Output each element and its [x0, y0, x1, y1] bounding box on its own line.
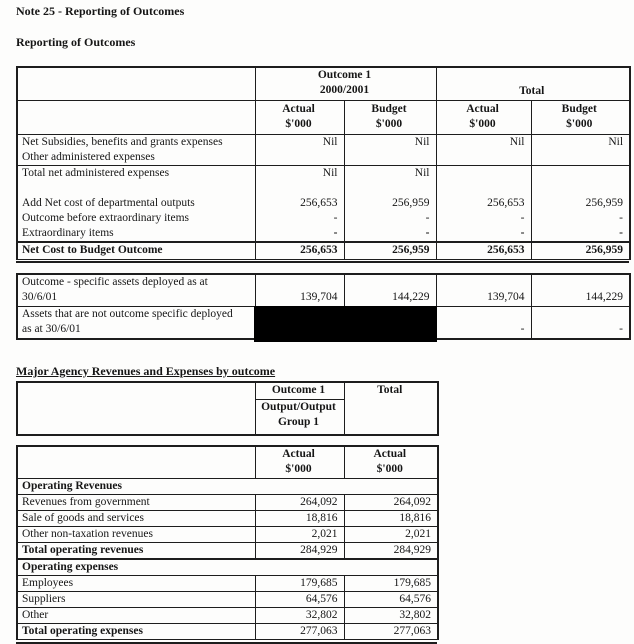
agency-table-wrapper: [16, 445, 437, 644]
empty-header-cell: [17, 446, 255, 479]
cell-value: -: [344, 211, 436, 226]
row-label: Suppliers: [17, 592, 255, 608]
table-row: [17, 196, 630, 211]
cell-value: -: [436, 306, 531, 339]
row-label: Outcome - specific assets deployed as at 30/6/01: [17, 274, 255, 307]
outcomes-table-wrapper: [16, 66, 629, 263]
table-row: [17, 511, 438, 527]
outcomes-group-header-row: [17, 67, 630, 100]
row-label: Other administered expenses: [17, 150, 255, 166]
cell-value: 256,653: [436, 242, 531, 259]
cell-value: 264,092: [344, 495, 438, 511]
outcome1-label: Outcome 1: [318, 69, 371, 81]
row-label: Other: [17, 608, 255, 624]
row-label: Net Subsidies, benefits and grants expenses: [17, 134, 255, 150]
table-row: [17, 211, 630, 226]
outcomes-column-header-row: [17, 100, 630, 134]
cell-value: 277,063: [344, 624, 438, 640]
cell-value: 2,021: [344, 527, 438, 543]
row-label: Sale of goods and services: [17, 511, 255, 527]
table-row: [17, 592, 438, 608]
cell-value: -: [344, 226, 436, 242]
empty-corner-cell: [17, 67, 255, 100]
row-label: Revenues from government: [17, 495, 255, 511]
cell-value: Nil: [344, 134, 436, 150]
cell-value: 256,959: [344, 242, 436, 259]
cell-value: 264,092: [255, 495, 344, 511]
table-row: [17, 495, 438, 511]
cell-value: 18,816: [255, 511, 344, 527]
cell-value: 139,704: [436, 274, 531, 307]
agency-group-header-row: [17, 382, 438, 400]
cell-value: [344, 150, 436, 166]
cell-value: 32,802: [255, 608, 344, 624]
cell-value: -: [531, 306, 630, 339]
cell-value: 139,704: [255, 274, 344, 307]
table-row: [17, 306, 630, 339]
table-row: [17, 226, 630, 242]
total-group-header: Total: [436, 67, 630, 100]
row-label: Total operating expenses: [17, 624, 255, 640]
empty-cell: [17, 400, 255, 435]
cell-value: [531, 166, 630, 197]
cell-value: Nil: [255, 166, 344, 197]
col-header-outcome1-actual: Actual $'000: [255, 446, 344, 479]
cell-value: 64,576: [344, 592, 438, 608]
row-label: Total operating revenues: [17, 543, 255, 560]
cell-value: 256,959: [531, 196, 630, 211]
cell-value: [531, 150, 630, 166]
net-cost-total-row: [17, 242, 630, 259]
cell-value: Nil: [255, 134, 344, 150]
cell-value: Nil: [531, 134, 630, 150]
cell-value: 256,653: [255, 242, 344, 259]
cell-value: [436, 166, 531, 197]
assets-table: [16, 273, 631, 340]
section-row: [17, 559, 438, 576]
table-row: [17, 608, 438, 624]
row-label: Assets that are not outcome specific deployed as at 30/6/01: [17, 306, 255, 339]
section-heading-major-agency: Major Agency Revenues and Expenses by outcome: [16, 365, 629, 378]
col-header-total-actual: Actual $'000: [436, 100, 531, 134]
cell-value: 256,653: [255, 196, 344, 211]
outcomes-table: [16, 66, 631, 260]
section-label-operating-revenues: Operating Revenues: [17, 479, 438, 495]
cell-value: 32,802: [344, 608, 438, 624]
redacted-cell: [255, 306, 344, 339]
section-heading-reporting-of-outcomes: Reporting of Outcomes: [16, 35, 629, 49]
table-row: [17, 150, 630, 166]
cell-value: 144,229: [344, 274, 436, 307]
outcome1-group-header: [255, 67, 436, 100]
total-row: [17, 624, 438, 640]
row-label: Outcome before extraordinary items: [17, 211, 255, 226]
cell-value: 18,816: [344, 511, 438, 527]
outcome1-group-header: Outcome 1: [255, 382, 344, 400]
row-label: Net Cost to Budget Outcome: [17, 242, 255, 259]
cell-value: -: [436, 211, 531, 226]
cell-value: -: [255, 211, 344, 226]
col-header-total-budget: Budget $'000: [531, 100, 630, 134]
row-label: Add Net cost of departmental outputs: [17, 196, 255, 211]
cell-value: 284,929: [344, 543, 438, 560]
row-label: Total net administered expenses: [17, 166, 255, 197]
cell-value: 277,063: [255, 624, 344, 640]
cell-value: 64,576: [255, 592, 344, 608]
cell-value: 256,959: [531, 242, 630, 259]
total-group-header: Total: [344, 382, 438, 435]
cell-value: 284,929: [255, 543, 344, 560]
col-header-outcome1-budget: Budget $'000: [344, 100, 436, 134]
row-label: Other non-taxation revenues: [17, 527, 255, 543]
agency-table: [16, 445, 439, 641]
outcome1-period-label: 2000/2001: [320, 84, 369, 96]
cell-value: -: [255, 226, 344, 242]
cell-value: -: [436, 226, 531, 242]
table-row: [17, 527, 438, 543]
total-row: [17, 543, 438, 560]
cell-value: -: [531, 211, 630, 226]
section-row: [17, 479, 438, 495]
cell-value: 179,685: [344, 576, 438, 592]
output-group-header: Output/Output Group 1: [255, 400, 344, 435]
cell-value: Nil: [344, 166, 436, 197]
cell-value: 256,653: [436, 196, 531, 211]
section-label-operating-expenses: Operating expenses: [17, 559, 438, 576]
table-row: [17, 134, 630, 150]
empty-corner-cell: [17, 382, 255, 400]
table-row: [17, 576, 438, 592]
agency-column-header-row: [17, 446, 438, 479]
agency-table-group-header: [16, 381, 439, 436]
note-title: Note 25 - Reporting of Outcomes: [16, 4, 629, 18]
table-row: [17, 274, 630, 307]
cell-value: 256,959: [344, 196, 436, 211]
cell-value: [255, 150, 344, 166]
cell-value: 144,229: [531, 274, 630, 307]
col-header-total-actual: Actual $'000: [344, 446, 438, 479]
table-row: [17, 166, 630, 197]
cell-value: 2,021: [255, 527, 344, 543]
redacted-cell: [344, 306, 436, 339]
row-label: Employees: [17, 576, 255, 592]
cell-value: [436, 150, 531, 166]
empty-header-cell: [17, 100, 255, 134]
cell-value: Nil: [436, 134, 531, 150]
cell-value: 179,685: [255, 576, 344, 592]
col-header-outcome1-actual: Actual $'000: [255, 100, 344, 134]
row-label: Extraordinary items: [17, 226, 255, 242]
cell-value: -: [531, 226, 630, 242]
